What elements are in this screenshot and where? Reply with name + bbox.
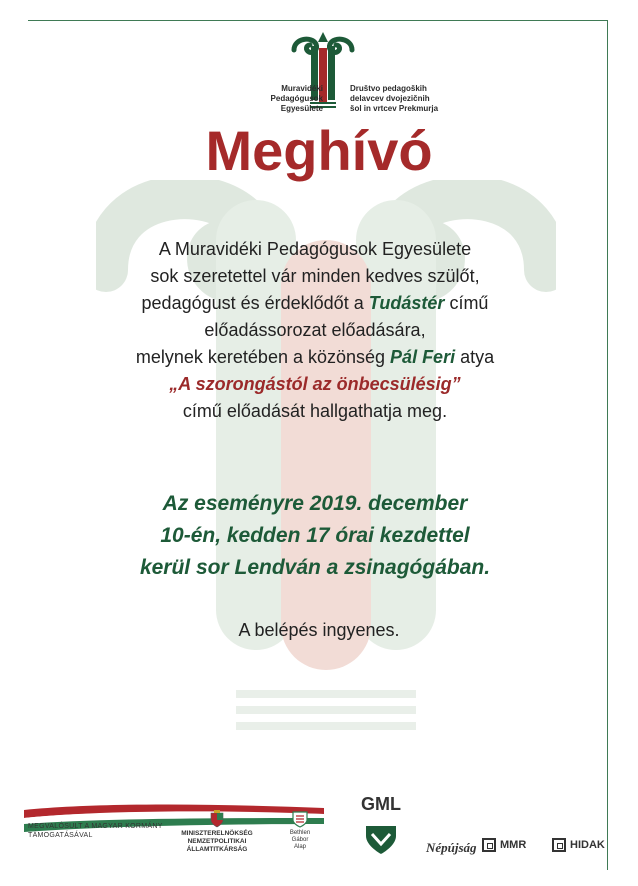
support-line: TÁMOGATÁSÁVAL [28, 832, 93, 839]
bethlen-line: Bethlen Gábor [289, 830, 311, 843]
government-support-text [28, 822, 168, 840]
bethlen-line: Alap [293, 844, 306, 850]
event-line: Az eseményre 2019. december [162, 492, 468, 515]
body-line [80, 344, 550, 371]
lecture-title: „A szorongástól az önbecsülésig” [169, 374, 461, 394]
series-name: Tudástér [368, 293, 445, 313]
hidak-square-icon [552, 838, 566, 852]
page-title: Meghívó [205, 119, 433, 182]
body-text-fragment: atya [460, 347, 495, 367]
frame-top-line [28, 20, 608, 21]
logo-text-hungarian [235, 84, 323, 114]
ministry-line: NEMZETPOLITIKAI ÁLLAMTITKÁRSÁG [186, 838, 248, 853]
body-line: előadássorozat előadására, [204, 320, 426, 340]
speaker-name: Pál Feri [390, 347, 456, 367]
gml-logo-text: GML [361, 794, 401, 814]
body-line: sok szeretettel vár minden kedves szülőt, [150, 266, 480, 286]
body-text-fragment: pedagógust és érdeklődőt a [141, 293, 364, 313]
body-text-fragment: című [449, 293, 489, 313]
event-details [70, 488, 560, 584]
hidak-logo [552, 838, 605, 852]
logo-right-line: Društvo pedagoških [350, 84, 427, 93]
nepujsag-logo: Népújság [426, 840, 477, 855]
logo-left-line: Muravidéki [281, 84, 323, 93]
coat-of-arms-icon [210, 810, 224, 828]
mmr-text: MMR [500, 839, 527, 851]
support-line: MEGVALÓSULT A MAGYAR KORMÁNY [28, 823, 163, 830]
mmr-logo [482, 838, 526, 852]
bethlen-shield-icon [292, 810, 308, 828]
event-line: 10-én, kedden 17 órai kezdettel [160, 524, 470, 547]
logo-right-line: šol in vrtcev Prekmurja [350, 104, 439, 113]
body-line: című előadását hallgathatja meg. [182, 401, 448, 421]
association-logo [250, 30, 450, 114]
logo-right-line: delavcev dvojezičnih [350, 94, 430, 103]
logo-left-line: Egyesülete [280, 104, 323, 113]
mmr-square-icon [482, 838, 496, 852]
invitation-body [80, 236, 550, 425]
body-text-fragment: melynek keretében a közönség [135, 347, 386, 367]
logo-text-slovenian [350, 84, 470, 114]
ministry-logo [162, 810, 272, 854]
event-line: kerül sor Lendván a zsinagógában. [139, 556, 491, 579]
hidak-text: HIDAK [570, 839, 605, 851]
ministry-line: MINISZTERELNÖKSÉG [181, 830, 253, 837]
gml-emblem-icon [364, 822, 398, 856]
free-entry-note: A belépés ingyenes. [238, 620, 400, 640]
body-line [80, 290, 550, 317]
bethlen-fund-logo [282, 810, 318, 851]
logo-left-line: Pedagógusok [270, 94, 323, 103]
sponsor-footer [24, 792, 620, 880]
body-line: A Muravidéki Pedagógusok Egyesülete [158, 239, 472, 259]
